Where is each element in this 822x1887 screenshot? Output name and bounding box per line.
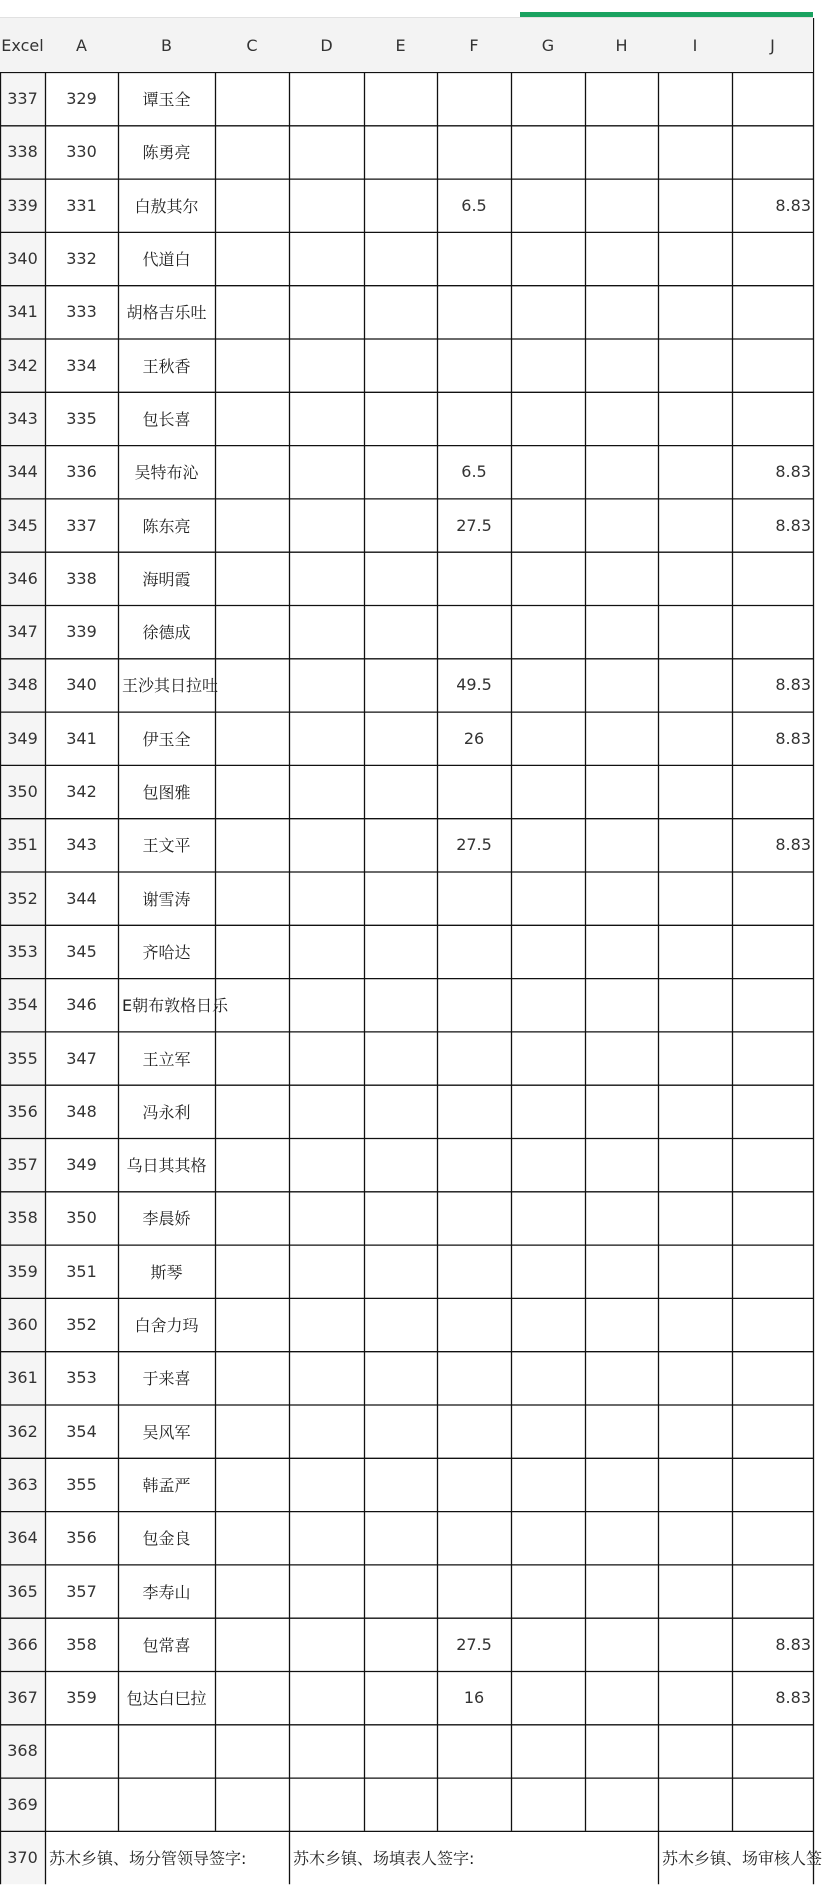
cell-j-value[interactable] bbox=[732, 1564, 813, 1617]
cell-f-value[interactable] bbox=[437, 1564, 511, 1617]
corner-select-all[interactable]: Excel bbox=[0, 18, 45, 72]
cell-f-value[interactable]: 27.5 bbox=[456, 835, 492, 855]
cell-a-seq[interactable]: 349 bbox=[66, 1155, 97, 1175]
cell-a-seq[interactable]: 343 bbox=[66, 835, 97, 855]
top-toolbar-strip bbox=[0, 0, 813, 18]
cell-a-seq[interactable]: 350 bbox=[66, 1208, 97, 1228]
cell-b-name[interactable]: 齐哈达 bbox=[142, 942, 191, 962]
cell-a-seq[interactable]: 358 bbox=[66, 1634, 97, 1654]
cell-b-name[interactable]: 斯琴 bbox=[150, 1262, 183, 1282]
cell-a-seq[interactable]: 333 bbox=[66, 302, 97, 322]
cell-j-value[interactable] bbox=[732, 1351, 813, 1404]
cell-b-name[interactable]: 谢雪涛 bbox=[142, 889, 191, 909]
row-header[interactable]: 349 bbox=[7, 728, 38, 748]
cell-b-name[interactable]: 包长喜 bbox=[142, 409, 191, 429]
row-header[interactable]: 343 bbox=[7, 408, 38, 428]
cell-f-value[interactable]: 27.5 bbox=[456, 515, 492, 535]
row-header[interactable]: 367 bbox=[7, 1688, 38, 1708]
cell-b-name[interactable] bbox=[118, 1778, 215, 1831]
row-header[interactable]: 337 bbox=[7, 89, 38, 109]
signature-leader-label: 苏木乡镇、场分管领导签字: bbox=[49, 1849, 247, 1869]
cell-b-name[interactable]: 王秋香 bbox=[142, 356, 191, 376]
row-header[interactable]: 355 bbox=[7, 1048, 38, 1068]
cell-a-seq[interactable]: 347 bbox=[66, 1048, 97, 1068]
row-header[interactable]: 365 bbox=[7, 1581, 38, 1601]
cell-f-value[interactable] bbox=[437, 285, 511, 338]
cell-a-seq[interactable]: 336 bbox=[66, 462, 97, 482]
cell-b-name[interactable]: 包金良 bbox=[142, 1529, 191, 1549]
cell-f-value[interactable] bbox=[437, 1724, 511, 1777]
column-header-g[interactable]: G bbox=[511, 18, 585, 72]
row-header[interactable]: 368 bbox=[7, 1741, 38, 1761]
cell-f-value[interactable] bbox=[437, 605, 511, 658]
row-header[interactable]: 340 bbox=[7, 249, 38, 269]
cell-b-name[interactable]: 白敖其尔 bbox=[134, 196, 199, 216]
cell-j-value[interactable]: 8.83 bbox=[775, 1688, 811, 1708]
cell-f-value[interactable] bbox=[437, 232, 511, 285]
cell-b-name[interactable]: 包达白巳拉 bbox=[126, 1689, 207, 1709]
cell-f-value[interactable] bbox=[437, 1405, 511, 1458]
column-header-c[interactable]: C bbox=[215, 18, 289, 72]
cell-j-value[interactable]: 8.83 bbox=[775, 515, 811, 535]
cell-j-value[interactable] bbox=[732, 605, 813, 658]
row-header[interactable]: 346 bbox=[7, 568, 38, 588]
cell-a-seq[interactable]: 331 bbox=[66, 195, 97, 215]
cell-f-value[interactable] bbox=[437, 1298, 511, 1351]
cell-a-seq[interactable]: 334 bbox=[66, 355, 97, 375]
cell-b-name[interactable]: E朝布敦格日乐 bbox=[122, 996, 229, 1016]
cell-b-name[interactable]: 吴风军 bbox=[142, 1422, 191, 1442]
cell-f-value[interactable] bbox=[437, 1458, 511, 1511]
cell-b-name[interactable]: 王文平 bbox=[142, 836, 191, 856]
cell-b-name[interactable]: 冯永利 bbox=[142, 1102, 191, 1122]
cell-j-value[interactable]: 8.83 bbox=[775, 675, 811, 695]
cell-a-seq[interactable]: 341 bbox=[66, 728, 97, 748]
cell-b-name[interactable]: 白舍力玛 bbox=[134, 1316, 199, 1336]
cell-b-name[interactable]: 伊玉全 bbox=[142, 729, 191, 749]
cell-f-value[interactable]: 49.5 bbox=[456, 675, 492, 695]
column-header-b[interactable]: B bbox=[118, 18, 215, 72]
cell-f-value[interactable] bbox=[437, 392, 511, 445]
row-header[interactable]: 361 bbox=[7, 1368, 38, 1388]
row-header[interactable]: 339 bbox=[7, 195, 38, 215]
cell-j-value[interactable] bbox=[732, 1085, 813, 1138]
column-header-a[interactable]: A bbox=[45, 18, 118, 72]
row-header[interactable]: 354 bbox=[7, 995, 38, 1015]
cell-j-value[interactable] bbox=[732, 1191, 813, 1244]
cell-a-seq[interactable]: 345 bbox=[66, 941, 97, 961]
row-header[interactable]: 345 bbox=[7, 515, 38, 535]
cell-b-name[interactable]: 包常喜 bbox=[142, 1635, 191, 1655]
spreadsheet-grid[interactable] bbox=[0, 18, 822, 1873]
row-header[interactable]: 369 bbox=[7, 1794, 38, 1814]
cell-b-name[interactable]: 徐德成 bbox=[142, 623, 191, 643]
row-header[interactable]: 362 bbox=[7, 1421, 38, 1441]
row-header[interactable]: 357 bbox=[7, 1155, 38, 1175]
cell-a-seq[interactable] bbox=[45, 1724, 118, 1777]
cell-j-value[interactable] bbox=[732, 72, 813, 125]
cell-f-value[interactable] bbox=[437, 978, 511, 1031]
cell-a-seq[interactable]: 352 bbox=[66, 1315, 97, 1335]
cell-j-value[interactable] bbox=[732, 552, 813, 605]
cell-a-seq[interactable]: 346 bbox=[66, 995, 97, 1015]
cell-f-value[interactable] bbox=[437, 1511, 511, 1564]
cell-a-seq[interactable]: 330 bbox=[66, 142, 97, 162]
cell-j-value[interactable] bbox=[732, 978, 813, 1031]
cell-j-value[interactable]: 8.83 bbox=[775, 835, 811, 855]
cell-f-value[interactable] bbox=[437, 765, 511, 818]
column-header-e[interactable]: E bbox=[364, 18, 437, 72]
row-header[interactable]: 360 bbox=[7, 1315, 38, 1335]
cell-b-name[interactable]: 吴特布沁 bbox=[134, 463, 199, 483]
cell-a-seq[interactable]: 354 bbox=[66, 1421, 97, 1441]
row-header[interactable]: 338 bbox=[7, 142, 38, 162]
cell-j-value[interactable] bbox=[732, 1778, 813, 1831]
column-header-h[interactable]: H bbox=[585, 18, 658, 72]
cell-f-value[interactable] bbox=[437, 339, 511, 392]
cell-f-value[interactable] bbox=[437, 1245, 511, 1298]
cell-f-value[interactable]: 6.5 bbox=[461, 195, 487, 215]
cell-f-value[interactable] bbox=[437, 552, 511, 605]
column-header-j[interactable]: J bbox=[732, 18, 813, 72]
cell-j-value[interactable] bbox=[732, 232, 813, 285]
column-header-i[interactable]: I bbox=[658, 18, 732, 72]
cell-j-value[interactable] bbox=[732, 1724, 813, 1777]
cell-a-seq[interactable]: 337 bbox=[66, 515, 97, 535]
cell-f-value[interactable]: 27.5 bbox=[456, 1634, 492, 1654]
cell-a-seq[interactable] bbox=[45, 1778, 118, 1831]
row-header[interactable]: 358 bbox=[7, 1208, 38, 1228]
cell-a-seq[interactable]: 351 bbox=[66, 1261, 97, 1281]
cell-f-value[interactable] bbox=[437, 1031, 511, 1084]
cell-j-value[interactable]: 8.83 bbox=[775, 1634, 811, 1654]
column-header-f[interactable]: F bbox=[437, 18, 511, 72]
cell-a-seq[interactable]: 348 bbox=[66, 1101, 97, 1121]
cell-a-seq[interactable]: 359 bbox=[66, 1688, 97, 1708]
cell-f-value[interactable] bbox=[437, 925, 511, 978]
row-header[interactable]: 363 bbox=[7, 1474, 38, 1494]
cell-j-value[interactable] bbox=[732, 925, 813, 978]
cell-a-seq[interactable]: 339 bbox=[66, 622, 97, 642]
cell-j-value[interactable]: 8.83 bbox=[775, 195, 811, 215]
cell-j-value[interactable] bbox=[732, 392, 813, 445]
cell-a-seq[interactable]: 338 bbox=[66, 568, 97, 588]
row-header[interactable]: 348 bbox=[7, 675, 38, 695]
cell-b-name[interactable]: 王立军 bbox=[142, 1049, 191, 1069]
cell-j-value[interactable]: 8.83 bbox=[775, 728, 811, 748]
cell-j-value[interactable] bbox=[732, 339, 813, 392]
cell-j-value[interactable] bbox=[732, 1031, 813, 1084]
cell-f-value[interactable]: 26 bbox=[463, 728, 485, 748]
cell-b-name[interactable]: 于来喜 bbox=[142, 1369, 191, 1389]
cell-a-seq[interactable]: 340 bbox=[66, 675, 97, 695]
row-header[interactable]: 366 bbox=[7, 1634, 38, 1654]
cell-a-seq[interactable]: 335 bbox=[66, 408, 97, 428]
row-header[interactable]: 370 bbox=[7, 1848, 38, 1868]
cell-f-value[interactable]: 16 bbox=[463, 1688, 485, 1708]
cell-a-seq[interactable]: 356 bbox=[66, 1528, 97, 1548]
cell-b-name[interactable]: 乌日其其格 bbox=[126, 1156, 207, 1176]
column-header-d[interactable]: D bbox=[289, 18, 364, 72]
cell-j-value[interactable] bbox=[732, 125, 813, 178]
cell-a-seq[interactable]: 344 bbox=[66, 888, 97, 908]
signature-filler-label: 苏木乡镇、场填表人签字: bbox=[293, 1849, 475, 1869]
row-header[interactable]: 356 bbox=[7, 1101, 38, 1121]
cell-b-name[interactable]: 李晨娇 bbox=[142, 1209, 191, 1229]
row-header[interactable]: 342 bbox=[7, 355, 38, 375]
cell-f-value[interactable] bbox=[437, 872, 511, 925]
row-header[interactable]: 347 bbox=[7, 622, 38, 642]
cell-b-name[interactable]: 陈东亮 bbox=[142, 516, 191, 536]
cell-b-name[interactable] bbox=[118, 1724, 215, 1777]
cell-b-name[interactable]: 王沙其日拉吐 bbox=[122, 676, 219, 696]
cell-a-seq[interactable]: 342 bbox=[66, 782, 97, 802]
row-header[interactable]: 359 bbox=[7, 1261, 38, 1281]
row-header[interactable]: 352 bbox=[7, 888, 38, 908]
cell-b-name[interactable]: 陈勇亮 bbox=[142, 143, 191, 163]
cell-j-value[interactable] bbox=[732, 1245, 813, 1298]
cell-f-value[interactable] bbox=[437, 1778, 511, 1831]
cell-b-name[interactable]: 韩孟严 bbox=[142, 1475, 191, 1495]
cell-b-name[interactable]: 胡格吉乐吐 bbox=[126, 303, 207, 323]
cell-j-value[interactable] bbox=[732, 1458, 813, 1511]
cell-f-value[interactable] bbox=[437, 1191, 511, 1244]
active-tab-indicator bbox=[520, 12, 813, 17]
cell-j-value[interactable] bbox=[732, 285, 813, 338]
cell-j-value[interactable] bbox=[732, 765, 813, 818]
cell-f-value[interactable] bbox=[437, 72, 511, 125]
cell-b-name[interactable]: 包图雅 bbox=[142, 783, 191, 803]
cell-a-seq[interactable]: 355 bbox=[66, 1474, 97, 1494]
row-header[interactable]: 341 bbox=[7, 302, 38, 322]
cell-j-value[interactable] bbox=[732, 1511, 813, 1564]
cell-a-seq[interactable]: 357 bbox=[66, 1581, 97, 1601]
cell-j-value[interactable]: 8.83 bbox=[775, 462, 811, 482]
cell-b-name[interactable]: 李寿山 bbox=[142, 1582, 191, 1602]
cell-f-value[interactable] bbox=[437, 125, 511, 178]
cell-b-name[interactable]: 海明霞 bbox=[142, 569, 191, 589]
cell-f-value[interactable]: 6.5 bbox=[461, 462, 487, 482]
cell-j-value[interactable] bbox=[732, 872, 813, 925]
cell-f-value[interactable] bbox=[437, 1138, 511, 1191]
cell-a-seq[interactable]: 353 bbox=[66, 1368, 97, 1388]
row-header[interactable]: 353 bbox=[7, 941, 38, 961]
cell-j-value[interactable] bbox=[732, 1138, 813, 1191]
cell-j-value[interactable] bbox=[732, 1298, 813, 1351]
signature-reviewer-label: 苏木乡镇、场审核人签 bbox=[662, 1849, 822, 1869]
row-header[interactable]: 351 bbox=[7, 835, 38, 855]
cell-f-value[interactable] bbox=[437, 1085, 511, 1138]
cell-b-name[interactable]: 谭玉全 bbox=[142, 90, 191, 110]
row-header[interactable]: 350 bbox=[7, 782, 38, 802]
cell-j-value[interactable] bbox=[732, 1405, 813, 1458]
row-header[interactable]: 344 bbox=[7, 462, 38, 482]
row-header[interactable]: 364 bbox=[7, 1528, 38, 1548]
cell-a-seq[interactable]: 329 bbox=[66, 89, 97, 109]
cell-b-name[interactable]: 代道白 bbox=[142, 250, 191, 270]
cell-f-value[interactable] bbox=[437, 1351, 511, 1404]
cell-a-seq[interactable]: 332 bbox=[66, 249, 97, 269]
